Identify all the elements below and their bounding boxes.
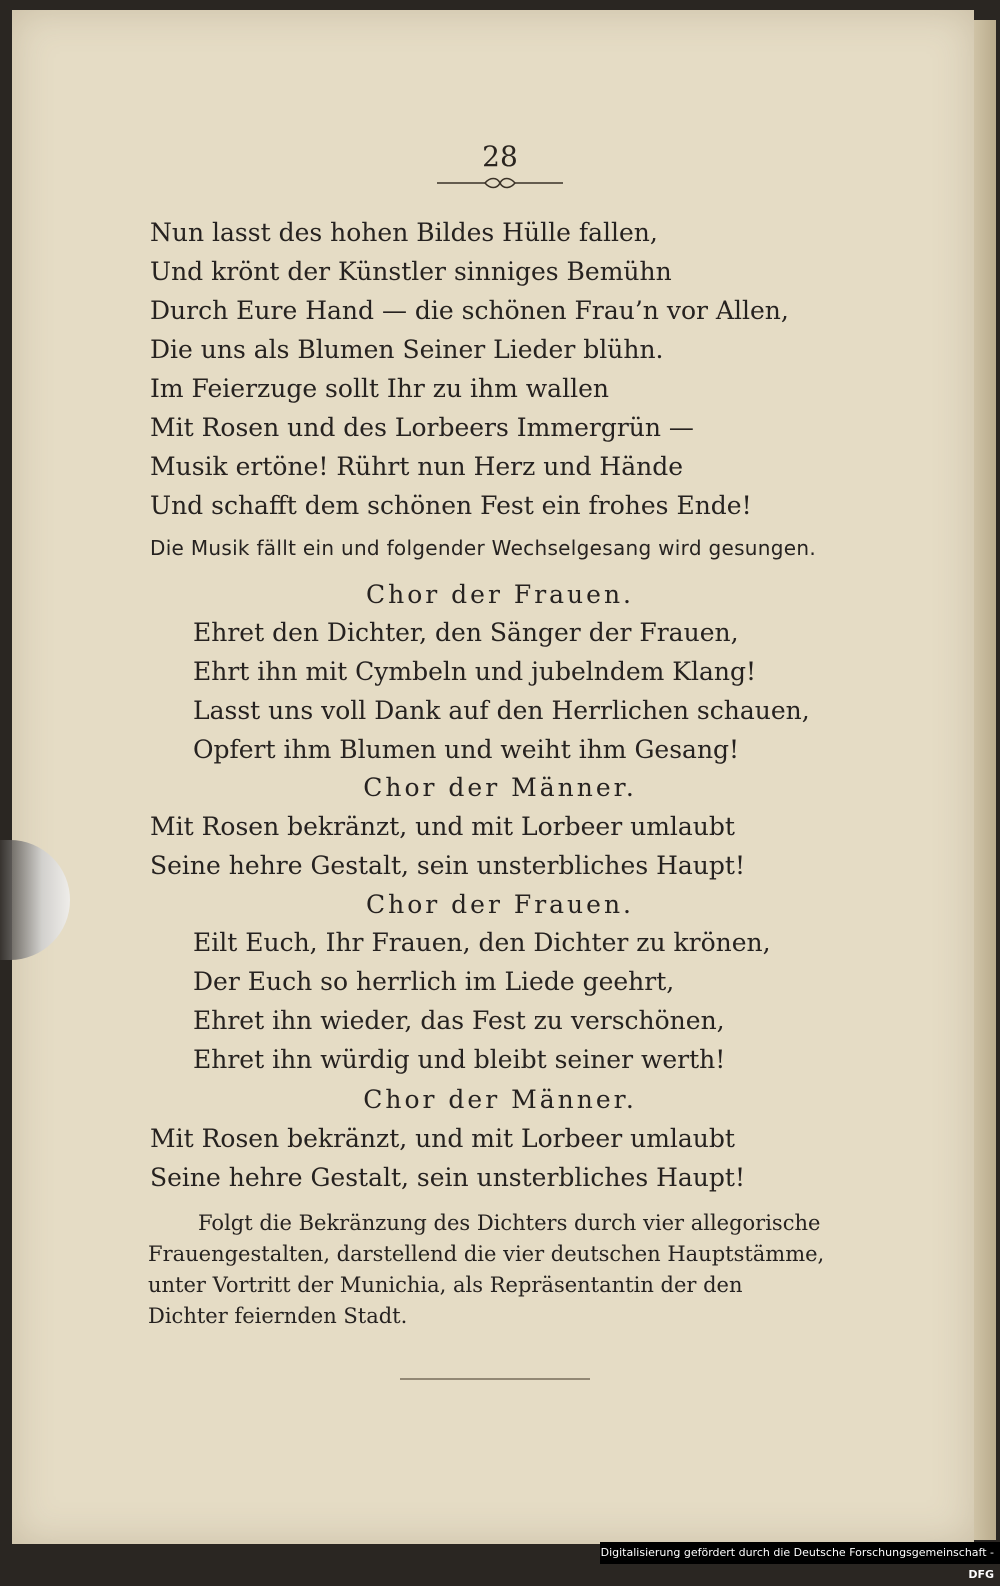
chor-heading: Chor der Frauen.: [365, 580, 635, 609]
verse-line: Die uns als Blumen Seiner Lieder blühn.: [150, 335, 664, 364]
chor-heading: Chor der Frauen.: [365, 890, 635, 919]
chor-line: Ehret den Dichter, den Sänger der Frauen,: [193, 618, 739, 647]
chor-lines: [150, 1119, 745, 1197]
dfg-logo: DFG: [968, 1568, 994, 1581]
chor-line: Ehrt ihn mit Cymbeln und jubelndem Klang!: [193, 657, 757, 686]
chor-line: Lasst uns voll Dank auf den Herrlichen schauen,: [193, 696, 810, 725]
page-number: 28: [482, 140, 518, 173]
ornament-divider: [435, 175, 565, 191]
paragraph-line: unter Vortritt der Munichia, als Repräsentantin der den: [148, 1273, 743, 1297]
chor-line: Seine hehre Gestalt, sein unsterbliches Haupt!: [150, 1163, 745, 1192]
chor-line: Der Euch so herrlich im Liede geehrt,: [193, 967, 675, 996]
chor-line: Mit Rosen bekränzt, und mit Lorbeer umlaubt: [150, 1124, 735, 1153]
chor-line: Seine hehre Gestalt, sein unsterbliches Haupt!: [150, 851, 745, 880]
chor-line: Mit Rosen bekränzt, und mit Lorbeer umlaubt: [150, 812, 735, 841]
verse-line: Musik ertöne! Rührt nun Herz und Hände: [150, 452, 683, 481]
paragraph-line: Dichter feiernden Stadt.: [148, 1304, 408, 1328]
verse-line: Und schafft dem schönen Fest ein frohes Ende!: [150, 491, 752, 520]
final-stage-direction: [148, 1208, 824, 1332]
chor-lines: [150, 807, 745, 885]
verse-line: Und krönt der Künstler sinniges Bemühn: [150, 257, 672, 286]
verse-line: Mit Rosen und des Lorbeers Immergrün —: [150, 413, 694, 442]
chor-lines: [193, 613, 810, 769]
verse-line: Im Feierzuge sollt Ihr zu ihm wallen: [150, 374, 609, 403]
chor-line: Opfert ihm Blumen und weiht ihm Gesang!: [193, 735, 740, 764]
chor-line: Ehret ihn würdig und bleibt seiner werth!: [193, 1045, 726, 1074]
paragraph-line: Folgt die Bekränzung des Dichters durch vier allegorische: [198, 1211, 821, 1235]
bottom-rule: [400, 1378, 590, 1380]
chor-lines: [193, 923, 771, 1079]
paragraph-line: Frauengestalten, darstellend die vier deutschen Hauptstämme,: [148, 1242, 825, 1266]
stage-direction: Die Musik fällt ein und folgender Wechselgesang wird gesungen.: [150, 536, 816, 560]
chor-heading: Chor der Männer.: [363, 1085, 637, 1114]
footer-text: Digitalisierung gefördert durch die Deutsche Forschungsgemeinschaft -: [600, 1546, 994, 1559]
verse-block: [150, 213, 789, 525]
verse-line: Nun lasst des hohen Bildes Hülle fallen,: [150, 218, 658, 247]
chor-heading: Chor der Männer.: [363, 773, 637, 802]
digitization-footer: [600, 1542, 1000, 1581]
chor-line: Eilt Euch, Ihr Frauen, den Dichter zu krönen,: [193, 928, 771, 957]
verse-line: Durch Eure Hand — die schönen Frau’n vor Allen,: [150, 296, 789, 325]
chor-line: Ehret ihn wieder, das Fest zu verschönen,: [193, 1006, 725, 1035]
